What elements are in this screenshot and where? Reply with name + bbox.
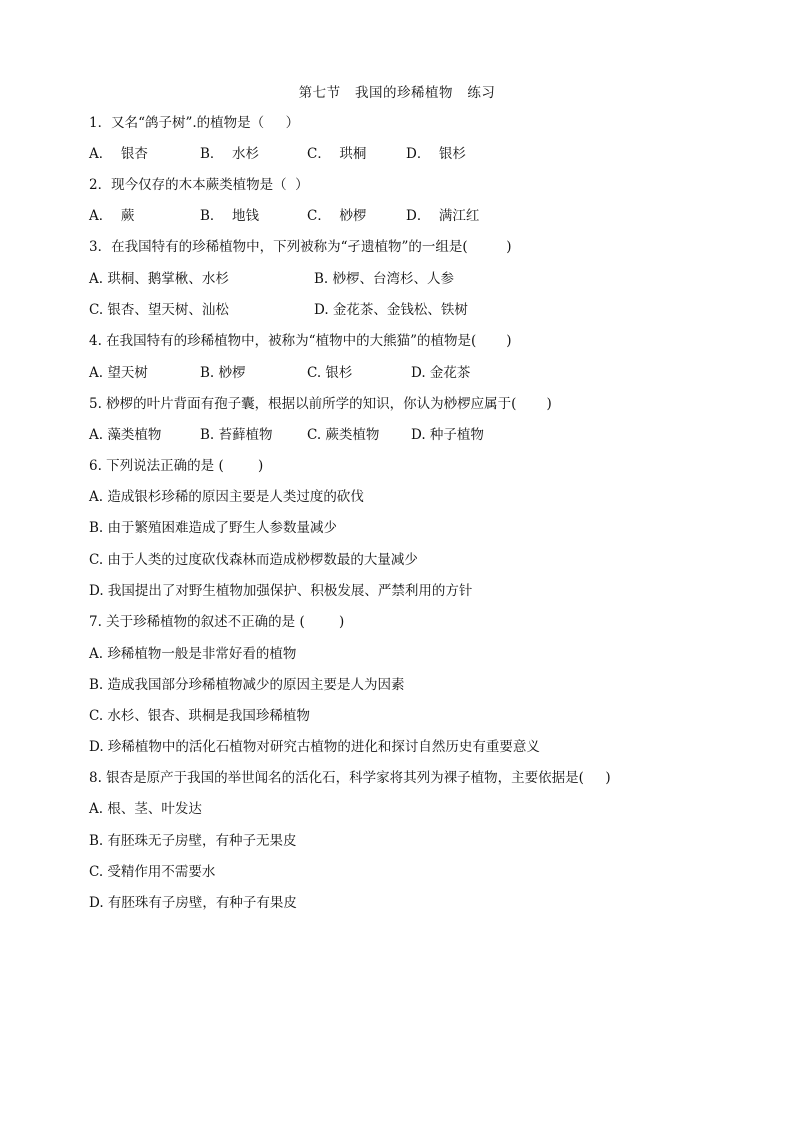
question-3-option-b: B. 桫椤、台湾杉、人参	[314, 271, 455, 287]
question-3-option-d: D. 金花茶、金钱松、铁树	[314, 302, 468, 318]
question-8-option-a: A. 根、茎、叶发达	[89, 801, 202, 817]
question-5-option-a: A. 藻类植物	[89, 427, 162, 443]
question-7-option-d: D. 珍稀植物中的活化石植物对研究古植物的进化和探讨自然历史有重要意义	[89, 739, 540, 755]
question-3-option-a: A. 珙桐、鹅掌楸、水杉	[89, 271, 229, 287]
question-5-option-d: D. 种子植物	[411, 427, 484, 443]
question-3-option-c: C. 银杏、望天树、汕松	[89, 302, 229, 318]
question-6-option-c: C. 由于人类的过度砍伐森林而造成桫椤数最的大量减少	[89, 552, 418, 568]
question-3-stem: 3．在我国特有的珍稀植物中，下列被称为“孑遗植物”的一组是( )	[89, 239, 512, 255]
question-8-option-d: D. 有胚珠有子房壁，有种子有果皮	[89, 895, 297, 911]
question-5-option-b: B. 苔藓植物	[200, 427, 273, 443]
question-2-option-d: D． 满江红	[406, 208, 480, 224]
question-1-option-b: B． 水杉	[200, 146, 260, 162]
question-7-option-b: B. 造成我国部分珍稀植物减少的原因主要是人为因素	[89, 677, 405, 693]
question-5-option-c: C. 蕨类植物	[307, 427, 380, 443]
question-2-stem: 2．现今仅存的木本蕨类植物是（ ）	[89, 177, 309, 193]
question-4-option-d: D. 金花茶	[411, 365, 471, 381]
page-title: 第七节 我国的珍稀植物 练习	[298, 85, 496, 101]
question-4-option-b: B. 桫椤	[200, 365, 246, 381]
question-2-option-c: C． 桫椤	[307, 208, 367, 224]
question-1-stem: 1．又名“鸽子树”.的植物是（ ）	[89, 115, 300, 131]
question-8-option-c: C. 受精作用不需要水	[89, 864, 216, 880]
question-4-option-c: C. 银杉	[307, 365, 353, 381]
question-1-option-a: A． 银杏	[89, 146, 148, 162]
question-1-option-d: D． 银杉	[406, 146, 466, 162]
question-7-option-c: C. 水杉、银杏、珙桐是我国珍稀植物	[89, 708, 310, 724]
question-2-option-a: A． 蕨	[89, 208, 135, 224]
question-7-option-a: A. 珍稀植物一般是非常好看的植物	[89, 646, 297, 662]
question-8-stem: 8. 银杏是原产于我国的举世闻名的活化石，科学家将其列为裸子植物，主要依据是( )	[89, 770, 611, 786]
question-4-option-a: A. 望天树	[89, 365, 148, 381]
question-6-option-a: A. 造成银杉珍稀的原因主要是人类过度的砍伐	[89, 489, 364, 505]
question-7-stem: 7. 关于珍稀植物的叙述不正确的是 ( )	[89, 614, 345, 630]
question-1-option-c: C． 珙桐	[307, 146, 367, 162]
question-6-stem: 6. 下列说法正确的是 ( )	[89, 458, 264, 474]
question-5-stem: 5. 桫椤的叶片背面有孢子囊，根据以前所学的知识，你认为桫椤应属于( )	[89, 396, 552, 412]
question-8-option-b: B. 有胚珠无子房壁，有种子无果皮	[89, 833, 297, 849]
question-6-option-b: B. 由于繁殖困难造成了野生人参数量减少	[89, 520, 338, 536]
question-2-option-b: B． 地钱	[200, 208, 260, 224]
question-4-stem: 4. 在我国特有的珍稀植物中，被称为“植物中的大熊猫”的植物是( )	[89, 333, 512, 349]
question-6-option-d: D. 我国提出了对野生植物加强保护、积极发展、严禁利用的方针	[89, 583, 473, 599]
